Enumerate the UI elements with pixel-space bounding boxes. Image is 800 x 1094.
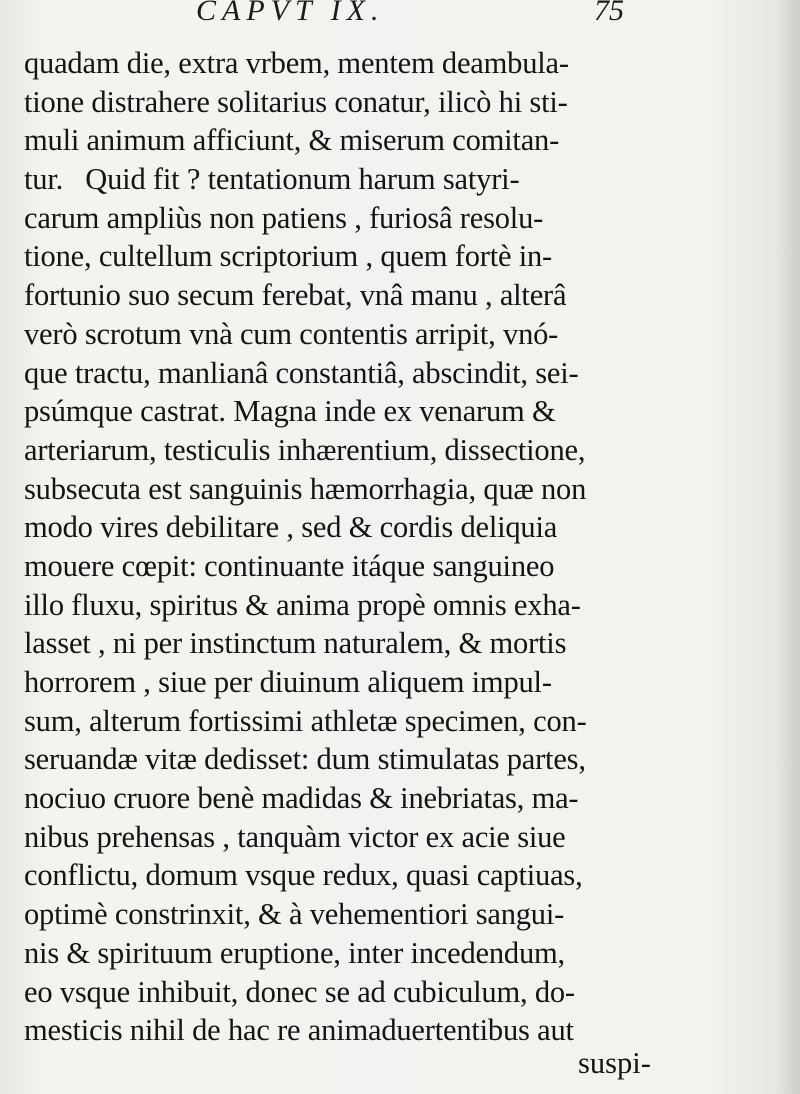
text-line: muli animum afficiunt, & miserum comitan-: [24, 123, 560, 158]
text-line: optimè constrinxit, & à vehementiori sangui-: [24, 897, 565, 932]
text-line: quadam die, extra vrbem, mentem deambula-: [24, 46, 569, 80]
text-line: psúmque castrat. Magna inde ex venarum &: [24, 394, 556, 429]
text-line: lasset , ni per instinctum naturalem, & mortis: [24, 626, 567, 661]
text-line: horrorem , siue per diuinum aliquem impul-: [24, 665, 552, 699]
text-line: illo fluxu, spiritus & anima propè omnis exha-: [24, 587, 581, 622]
text-line: seruandæ vitæ dedisset: dum stimulatas partes,: [24, 742, 586, 777]
text-line: modo vires debilitare , sed & cordis deliquia: [24, 510, 558, 545]
text-line: eo vsque inhibuit, donec se ad cubiculum, do-: [24, 974, 575, 1009]
text-line: subsecuta est sanguinis hæmorrhagia, quæ non: [24, 471, 587, 506]
text-line: sum, alterum fortissimi athletæ specimen, con-: [24, 703, 587, 738]
page-number: 75: [594, 0, 624, 27]
text-line: conflictu, domum vsque redux, quasi captiuas,: [24, 858, 583, 893]
text-line: nociuo cruore benè madidas & inebriatas, ma-: [24, 781, 579, 816]
body-text: [24, 44, 664, 1050]
catchword: suspi-: [578, 1046, 651, 1080]
text-line: verò scrotum vnà cum contentis arripit, vnó-: [24, 316, 559, 351]
page-edge-shadow: [774, 0, 800, 1094]
text-line: tione distrahere solitarius conatur, ilicò hi sti-: [24, 84, 568, 119]
text-line: tur. Quid fit ? tentationum harum satyri-: [24, 162, 520, 197]
text-line: mesticis nihil de hac re animaduertentibus aut: [24, 1013, 574, 1048]
text-line: tione, cultellum scriptorium , quem fortè in-: [24, 239, 553, 274]
text-line: carum ampliùs non patiens , furiosâ resolu-: [24, 200, 544, 235]
text-line: que tractu, manlianâ constantiâ, abscindit, sei-: [24, 355, 579, 390]
text-line: arteriarum, testiculis inhærentium, dissectione,: [24, 432, 586, 467]
running-head: CAPVT IX.: [196, 0, 385, 27]
text-line: fortunio suo secum ferebat, vnâ manu , alterâ: [24, 278, 567, 313]
text-line: nis & spirituum eruptione, inter incedendum,: [24, 935, 565, 970]
text-line: nibus prehensas , tanquàm victor ex acie siue: [24, 819, 566, 854]
text-line: mouere cœpit: continuante itáque sanguineo: [24, 548, 555, 583]
